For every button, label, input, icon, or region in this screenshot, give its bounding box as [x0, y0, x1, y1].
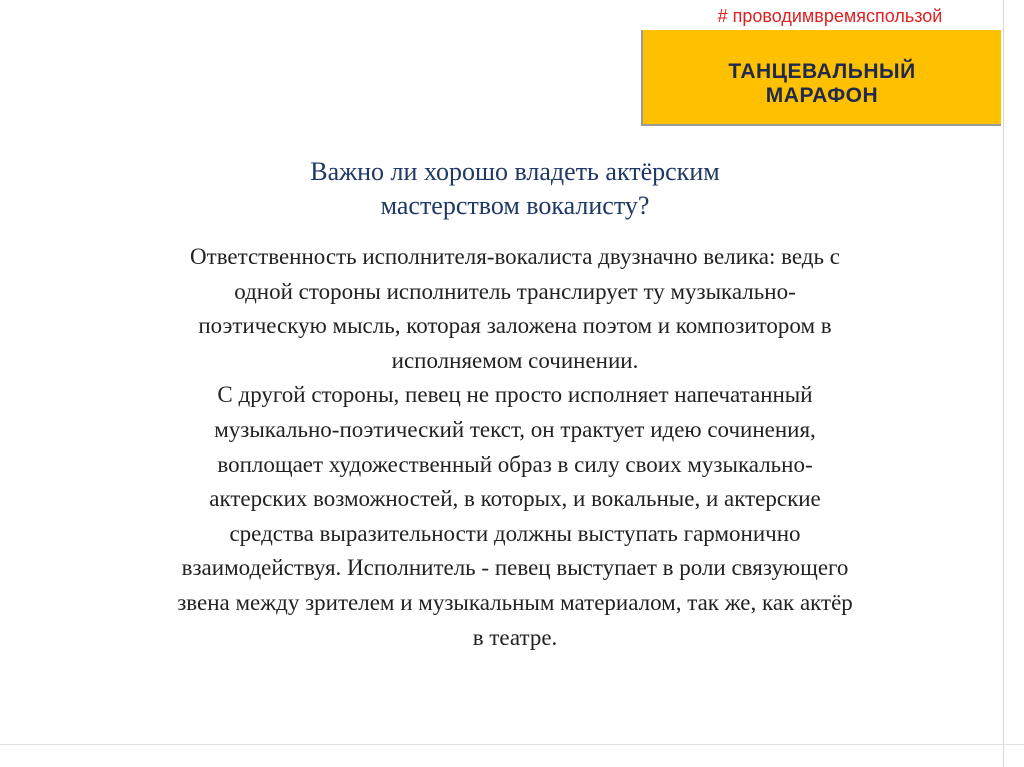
body-line: воплощает художественный образ в силу своих музыкально-: [217, 451, 813, 477]
body-line: музыкально-поэтический текст, он трактует идею сочинения,: [214, 416, 816, 442]
body-line: С другой стороны, певец не просто исполняет напечатанный: [217, 382, 813, 408]
question-heading: [120, 155, 910, 223]
body-line: актерских возможностей, в которых, и вокальные, и актерские: [209, 486, 821, 512]
hashtag-label: # проводимвремяспользой: [717, 6, 943, 26]
banner-title: [643, 60, 1001, 108]
question-line-1: Важно ли хорошо владеть актёрским: [310, 157, 720, 186]
body-line: исполняемом сочинении.: [391, 347, 639, 373]
banner-title-line-1: ТАНЦЕВАЛЬНЫЙ: [728, 60, 916, 83]
marathon-banner: [641, 30, 1001, 126]
slide-border-bottom: [0, 744, 1024, 745]
body-line: звена между зрителем и музыкальным материалом, так же, как актёр: [177, 589, 853, 615]
body-line: взаимодействуя. Исполнитель - певец выступает в роли связующего: [181, 555, 849, 581]
body-paragraph: [70, 240, 960, 655]
body-line: Ответственность исполнителя-вокалиста двузначно велика: ведь с: [190, 244, 840, 269]
body-line: средства выразительности должны выступать гармонично: [229, 520, 801, 546]
slide-border-right: [1003, 0, 1004, 767]
body-line: поэтическую мысль, которая заложена поэтом и композитором в: [198, 313, 832, 339]
body-line: в театре.: [472, 624, 558, 650]
body-line: одной стороны исполнитель транслирует ту музыкально-: [234, 278, 796, 304]
banner-title-line-2: МАРАФОН: [765, 84, 879, 107]
question-line-2: мастерством вокалисту?: [380, 191, 650, 220]
